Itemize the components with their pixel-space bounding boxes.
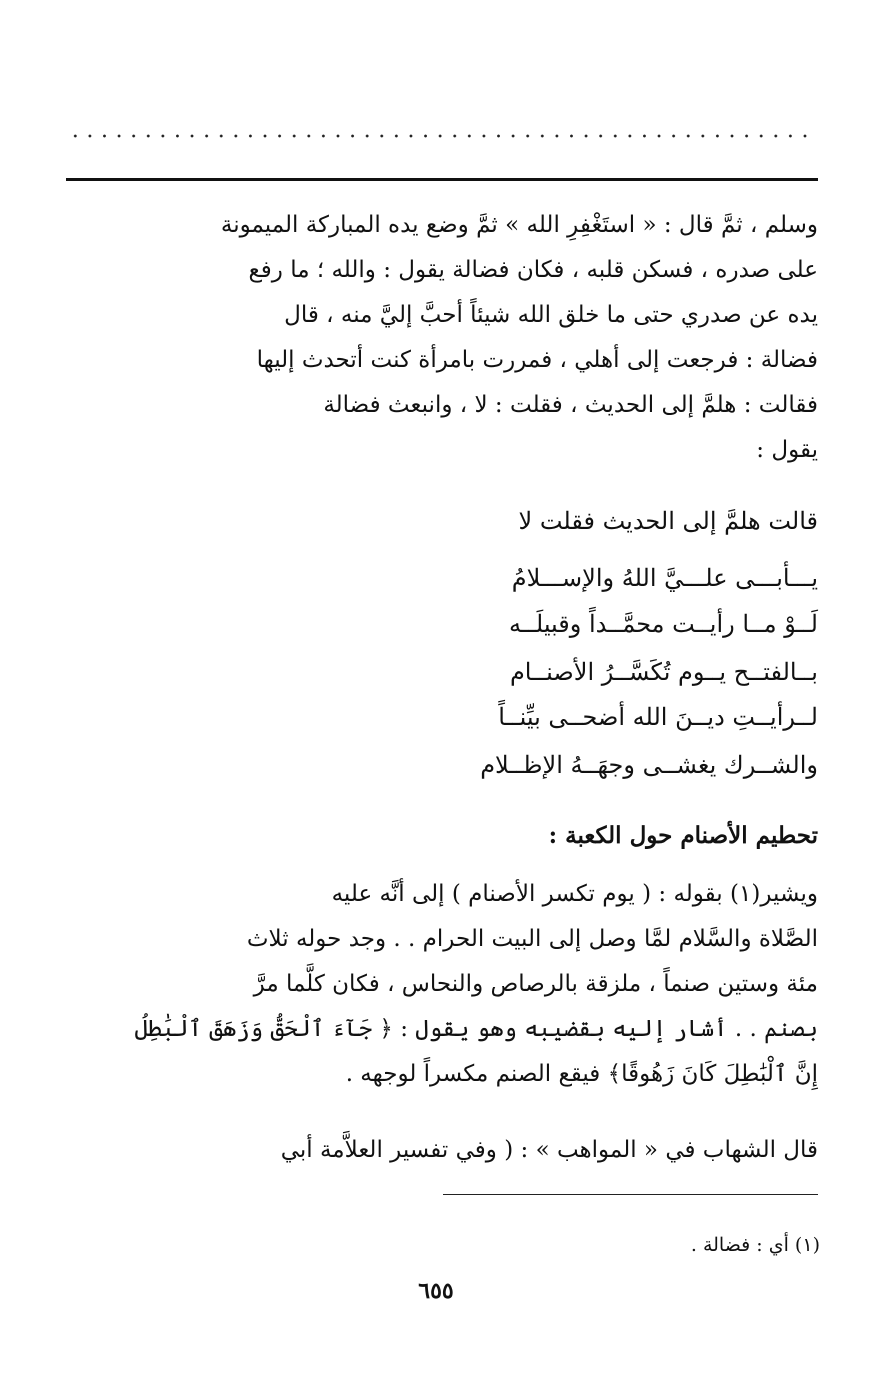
text-line: إِنَّ ٱلْبَٰطِلَ كَانَ زَهُوقًا﴾ فيقع الصنم مكسراً لوجهه . <box>345 1061 818 1087</box>
poem-line: يـــأبـــى علـــيَّ اللهُ والإســـلامُ <box>511 564 818 592</box>
footnote: (١) أي : فضالة . <box>690 1234 820 1256</box>
poem-line: لَــوْ مــا رأيــت محمَّــداً وقبيلَــه <box>508 610 818 638</box>
poem-line: قالت هلمَّ إلى الحديث فقلت لا <box>518 507 818 535</box>
header-dotted-line <box>68 131 818 141</box>
text-line: بصنم . . أشار إليه بقضيبه وهو يقول : ﴿ جَآءَ ٱلْحَقُّ وَزَهَقَ ٱلْبَٰطِلُ <box>134 1016 818 1042</box>
text-line: وسلم ، ثمَّ قال : « استَغْفِرِ الله » ثمَّ وضع يده المباركة الميمونة <box>220 212 818 238</box>
text-line: فضالة : فرجعت إلى أهلي ، فمررت بامرأة كنت أتحدث إليها <box>256 347 818 373</box>
page-number: ٦٥٥ <box>418 1278 454 1304</box>
poem-line: والشــرك يغشــى وجهَــهُ الإظــلام <box>480 751 818 779</box>
poem-line: بــالفتــح يــوم تُكَسَّــرُ الأصنــام <box>509 658 818 686</box>
text-line: فقالت : هلمَّ إلى الحديث ، فقلت : لا ، وانبعث فضالة <box>323 392 818 418</box>
text-line: يقول : <box>756 437 818 463</box>
poem-line: لــرأيــتِ ديــنَ الله أضحــى بيِّنــاً <box>498 703 818 731</box>
paragraph-3 <box>250 1128 818 1173</box>
paragraph-1 <box>220 203 818 473</box>
text-line: ويشير(١) بقوله : ( يوم تكسر الأصنام ) إلى أنَّه عليه <box>331 881 818 907</box>
section-heading: تحطيم الأصنام حول الكعبة : <box>548 822 818 849</box>
text-line: قال الشهاب في « المواهب » : ( وفي تفسير العلاَّمة أبي <box>280 1137 818 1163</box>
paragraph-2 <box>134 872 818 1097</box>
text-line: الصَّلاة والسَّلام لمَّا وصل إلى البيت الحرام . . وجد حوله ثلاث <box>246 926 818 952</box>
text-line: مئة وستين صنماً ، ملزقة بالرصاص والنحاس ، فكان كلَّما مرَّ <box>253 971 818 997</box>
text-line: على صدره ، فسكن قلبه ، فكان فضالة يقول : والله ؛ ما رفع <box>248 257 818 283</box>
footnote-rule <box>443 1194 818 1195</box>
text-line: يده عن صدري حتى ما خلق الله شيئاً أحبَّ إليَّ منه ، قال <box>284 302 818 328</box>
header-rule <box>66 178 818 181</box>
